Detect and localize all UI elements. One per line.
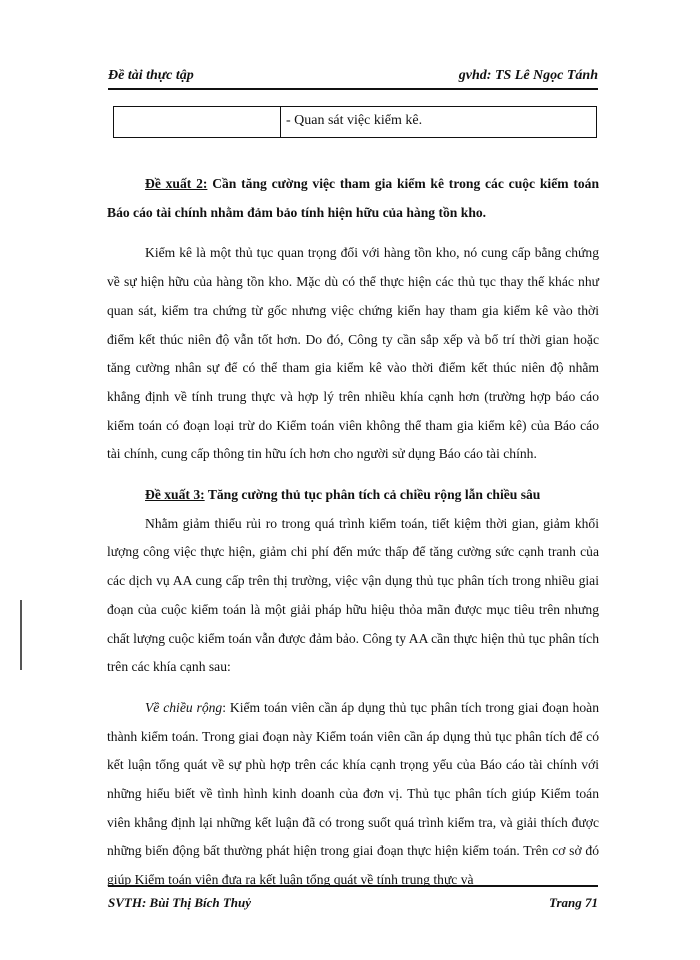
document-body (107, 170, 599, 895)
width-label: Về chiều rộng (145, 699, 223, 715)
proposal-2-heading (107, 170, 599, 227)
proposal-3-paragraph-2 (107, 694, 599, 895)
proposal-2-title: Cần tăng cường việc tham gia kiểm kê trong các cuộc kiểm toán Báo cáo tài chính nhằm đảm bảo tính hiện hữu của hàng tồn kho. (107, 176, 599, 220)
footer-rule (108, 885, 598, 887)
proposal-2-label: Đề xuất 2: (145, 176, 208, 191)
proposal-2-paragraph: Kiểm kê là một thủ tục quan trọng đối với hàng tồn kho, nó cung cấp bằng chứng về sự hiện hữu của hàng tồn kho. Mặc dù có thể thực hiện các thủ tục thay thế khác như quan sát, kiểm tra chứng từ gốc nhưng việc chứng kiến hay tham gia kiểm kê vào thời điểm kết thúc niên độ vẫn tốt hơn. Do đó, Công ty cần sắp xếp và bố trí thời gian hoặc tăng cường nhân sự để có thể tham gia kiểm kê vào thời điểm kết thúc niên độ nhằm khẳng định về tính trung thực và hợp lý trên nhiều khía cạnh hơn (trường hợp báo cáo kiểm toán có đoạn loại trừ do Kiểm toán viên không thể tham gia kiểm kê) của Báo cáo tài chính, cung cấp thông tin hữu ích hơn cho người sử dụng Báo cáo tài chính. (107, 245, 599, 462)
header-advisor: gvhd: TS Lê Ngọc Tánh (458, 68, 598, 83)
header-topic: Đề tài thực tập (108, 68, 194, 83)
table-cell: - Quan sát việc kiểm kê. (286, 113, 423, 128)
page-header (108, 62, 598, 88)
width-text: : Kiểm toán viên cần áp dụng thủ tục phân tích trong giai đoạn hoàn thành kiểm toán. Trong giai đoạn này Kiểm toán viên cần áp dụng thủ tục phân tích để có kết luận tổng quát về sự phù hợp trên các khía cạnh trọng yếu của Báo cáo tài chính với những hiểu biết về tình hình kinh doanh của đơn vị. Thủ tục phân tích giúp Kiểm toán viên khẳng định lại những kết luận đã có trong suốt quá trình kiểm tra, và giải thích được những biến động bất thường phát hiện trong giai đoạn thực hiện kiểm toán. Trên cơ sở đó giúp Kiểm toán viên đưa ra kết luận tổng quát về tính trung thực và (107, 699, 599, 888)
table-column-divider (280, 107, 281, 137)
scan-margin-mark (20, 600, 22, 670)
footer-author: SVTH: Bùi Thị Bích Thuỷ (108, 895, 252, 910)
header-rule (108, 88, 598, 90)
proposal-3-label: Đề xuất 3: (145, 487, 205, 503)
proposal-3-title: Tăng cường thủ tục phân tích cả chiều rộng lẫn chiều sâu (207, 487, 541, 503)
proposal-3-paragraph-1: Nhằm giảm thiểu rủi ro trong quá trình kiểm toán, tiết kiệm thời gian, giảm khối lượng công việc thực hiện, giảm chi phí đến mức thấp để tăng cường sức cạnh tranh của các dịch vụ AA cung cấp trên thị trường, việc vận dụng thủ tục phân tích trong nhiều giai đoạn của cuộc kiểm toán là một giải pháp hữu hiệu thỏa mãn được mục tiêu trên nhưng chất lượng cuộc kiểm toán vẫn được đảm bảo. Công ty AA cần thực hiện thủ tục phân tích trên các khía cạnh sau: (107, 515, 599, 675)
proposal-3-heading (107, 481, 599, 510)
footer-page-number: Trang 71 (549, 895, 598, 910)
table-fragment (113, 106, 597, 138)
